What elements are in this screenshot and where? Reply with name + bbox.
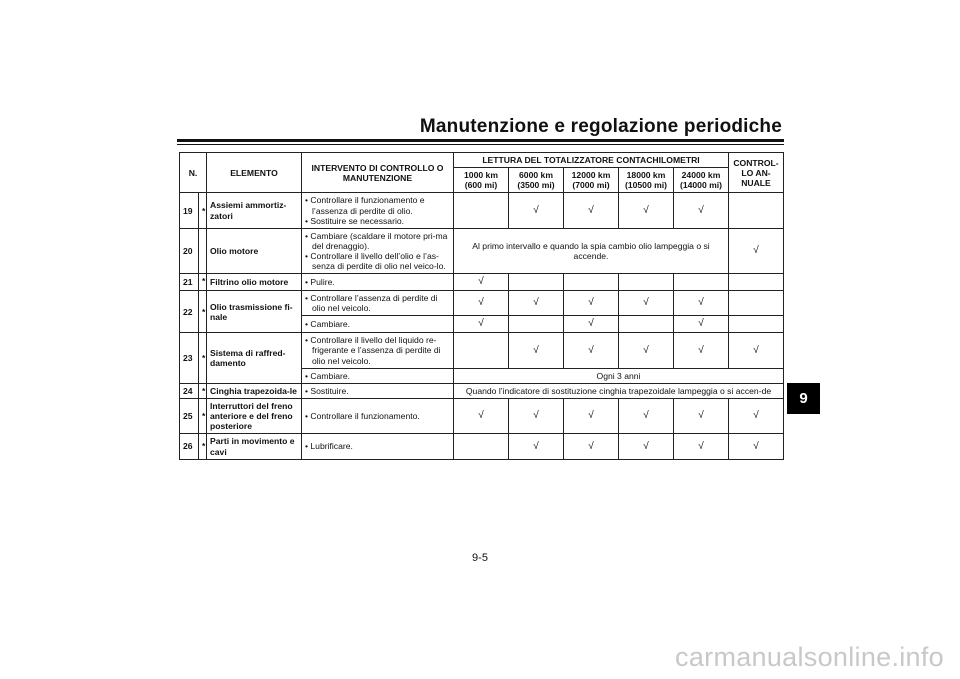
- check-cell: √: [564, 291, 619, 316]
- row-element: Olio motore: [207, 228, 302, 274]
- check-cell: √: [729, 228, 784, 274]
- check-cell: √: [509, 193, 564, 228]
- check-cell: [729, 316, 784, 333]
- dealer-star: *: [199, 193, 207, 228]
- check-cell: √: [619, 434, 674, 459]
- table-row: [180, 383, 784, 398]
- row-element: Olio trasmissione fi-nale: [207, 291, 302, 333]
- check-cell: [729, 193, 784, 228]
- check-cell: [454, 434, 509, 459]
- chapter-tab: 9: [787, 383, 820, 414]
- header-annual-control: CONTROL-LO AN-NUALE: [729, 153, 784, 193]
- check-cell: √: [674, 316, 729, 333]
- page-number: 9-5: [472, 552, 488, 564]
- check-cell: √: [619, 193, 674, 228]
- table-row: [180, 274, 784, 291]
- check-cell: √: [564, 434, 619, 459]
- header-interval: 24000 km (14000 mi): [674, 168, 729, 193]
- header-interval: 18000 km (10500 mi): [619, 168, 674, 193]
- check-cell: √: [729, 333, 784, 368]
- check-cell: √: [454, 291, 509, 316]
- dealer-star: [199, 228, 207, 274]
- header-row: [180, 153, 784, 168]
- check-cell: [729, 274, 784, 291]
- dealer-star: *: [199, 398, 207, 433]
- row-number: 23: [180, 333, 199, 384]
- check-cell: √: [509, 291, 564, 316]
- row-number: 19: [180, 193, 199, 228]
- header-odometer: LETTURA DEL TOTALIZZATORE CONTACHILOMETRI: [454, 153, 729, 168]
- row-element: Parti in movimento e cavi: [207, 434, 302, 459]
- dealer-star: *: [199, 291, 207, 333]
- row-action: • Controllare il livello del liquido re-frigerante e l’assenza di perdite di olio nel veicolo.: [302, 333, 454, 368]
- check-cell: √: [674, 291, 729, 316]
- interval-note: Quando l’indicatore di sostituzione cinghia trapezoidale lampeggia o si accen-de: [454, 383, 784, 398]
- check-cell: √: [674, 193, 729, 228]
- header-rule-thin: [177, 144, 784, 145]
- row-number: 24: [180, 383, 199, 398]
- page-title: Manutenzione e regolazione periodiche: [419, 116, 782, 137]
- check-cell: √: [674, 398, 729, 433]
- dealer-star: *: [199, 383, 207, 398]
- table-row: [180, 398, 784, 433]
- row-action: • Controllare l’assenza di perdite di olio nel veicolo.: [302, 291, 454, 316]
- row-element: Cinghia trapezoida-le: [207, 383, 302, 398]
- row-action: • Pulire.: [302, 274, 454, 291]
- row-element: Assiemi ammortiz-zatori: [207, 193, 302, 228]
- table-row: [180, 333, 784, 368]
- check-cell: √: [509, 434, 564, 459]
- row-number: 25: [180, 398, 199, 433]
- header-interval: 1000 km (600 mi): [454, 168, 509, 193]
- check-cell: √: [729, 398, 784, 433]
- row-action: • Cambiare (scaldare il motore pri-ma del drenaggio). • Controllare il livello dell’olio e l’as-senza di perdite di olio nel veico-lo.: [302, 228, 454, 274]
- check-cell: [619, 274, 674, 291]
- row-action: • Cambiare.: [302, 368, 454, 383]
- watermark: carmanualsonline.info: [675, 642, 944, 672]
- table-row: [180, 291, 784, 316]
- check-cell: [729, 291, 784, 316]
- row-number: 26: [180, 434, 199, 459]
- check-cell: √: [674, 434, 729, 459]
- check-cell: √: [619, 333, 674, 368]
- row-element: Interruttori del freno anteriore e del freno posteriore: [207, 398, 302, 433]
- check-cell: √: [564, 193, 619, 228]
- interval-note: Al primo intervallo e quando la spia cambio olio lampeggia o si accende.: [454, 228, 729, 274]
- check-cell: [454, 333, 509, 368]
- check-cell: √: [564, 333, 619, 368]
- check-cell: √: [564, 316, 619, 333]
- header-no: N.: [180, 153, 207, 193]
- check-cell: √: [619, 398, 674, 433]
- check-cell: √: [454, 316, 509, 333]
- row-number: 20: [180, 228, 199, 274]
- check-cell: √: [729, 434, 784, 459]
- header-action: INTERVENTO DI CONTROLLO O MANUTENZIONE: [302, 153, 454, 193]
- interval-note: Ogni 3 anni: [454, 368, 784, 383]
- check-cell: [674, 274, 729, 291]
- table-row: [180, 193, 784, 228]
- check-cell: [454, 193, 509, 228]
- table-row: [180, 228, 784, 274]
- check-cell: √: [619, 291, 674, 316]
- check-cell: [564, 274, 619, 291]
- row-action: • Lubrificare.: [302, 434, 454, 459]
- dealer-star: *: [199, 434, 207, 459]
- dealer-star: *: [199, 274, 207, 291]
- check-cell: [509, 316, 564, 333]
- check-cell: √: [509, 333, 564, 368]
- maintenance-table: [179, 152, 784, 460]
- row-element: Filtrino olio motore: [207, 274, 302, 291]
- dealer-star: *: [199, 333, 207, 384]
- row-action: • Controllare il funzionamento.: [302, 398, 454, 433]
- table-row: [180, 434, 784, 459]
- check-cell: √: [564, 398, 619, 433]
- header-interval: 12000 km (7000 mi): [564, 168, 619, 193]
- header-interval: 6000 km (3500 mi): [509, 168, 564, 193]
- check-cell: √: [454, 274, 509, 291]
- header-element: ELEMENTO: [207, 153, 302, 193]
- row-number: 22: [180, 291, 199, 333]
- check-cell: √: [454, 398, 509, 433]
- row-action: • Controllare il funzionamento e l’assenza di perdite di olio. • Sostituire se necessario.: [302, 193, 454, 228]
- header-rule-thick: [177, 139, 784, 142]
- check-cell: √: [509, 398, 564, 433]
- row-action: • Sostituire.: [302, 383, 454, 398]
- check-cell: √: [674, 333, 729, 368]
- row-number: 21: [180, 274, 199, 291]
- check-cell: [509, 274, 564, 291]
- check-cell: [619, 316, 674, 333]
- row-action: • Cambiare.: [302, 316, 454, 333]
- row-element: Sistema di raffred-damento: [207, 333, 302, 384]
